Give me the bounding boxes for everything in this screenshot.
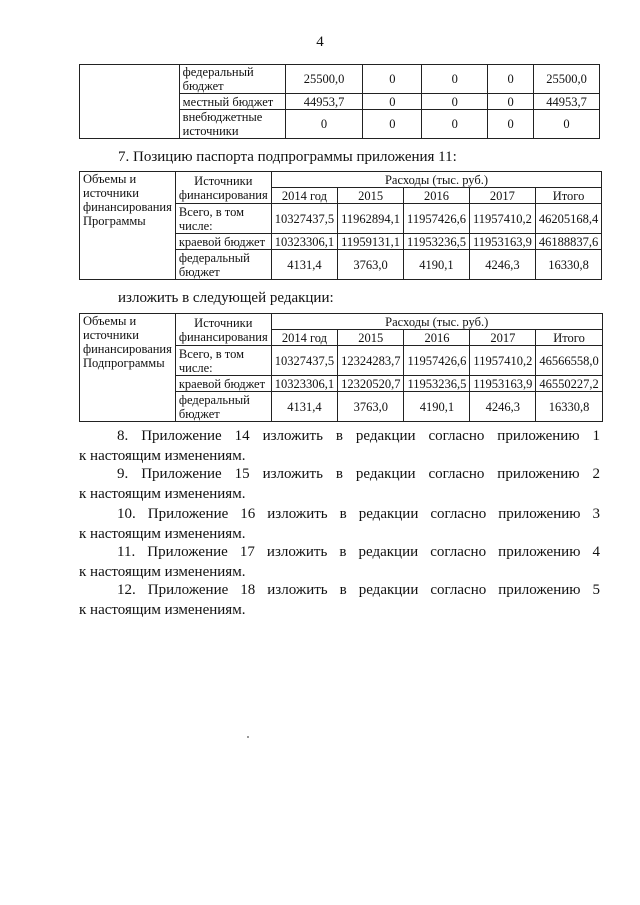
- list-item: [79, 464, 600, 504]
- year-header: 2016: [404, 330, 470, 346]
- row-label: федеральный бюджет: [175, 392, 271, 422]
- list-item: [79, 504, 600, 544]
- cell-value: 4190,1: [404, 392, 470, 422]
- cell-value: 10323306,1: [271, 234, 337, 250]
- source-header: Источники финансирования: [175, 172, 271, 204]
- cell-value: 46205168,4: [535, 204, 601, 234]
- cell-value: 4190,1: [404, 250, 470, 280]
- cell-value: 11953236,5: [404, 376, 470, 392]
- table-row: [80, 314, 603, 330]
- cell-value: 0: [363, 94, 422, 110]
- cell-value: 0: [422, 94, 488, 110]
- cell-value: 3763,0: [338, 392, 404, 422]
- item-line: к настоящим изменениям.: [79, 602, 246, 618]
- year-header: 2015: [338, 188, 404, 204]
- list-item: [79, 426, 600, 466]
- cell-value: 0: [422, 65, 488, 94]
- row-label: краевой бюджет: [175, 376, 271, 392]
- item-line: 10. Приложение 16 изложить в редакции согласно приложению 3: [117, 506, 600, 522]
- cell-value: 10327437,5: [271, 346, 337, 376]
- cell-value: 0: [285, 110, 363, 139]
- cell-value: 10323306,1: [271, 376, 337, 392]
- cell-value: 10327437,5: [271, 204, 337, 234]
- cell-value: 11953236,5: [404, 234, 470, 250]
- financing-table-old: [79, 171, 602, 280]
- cell-value: 0: [422, 110, 488, 139]
- cell-value: 11957426,6: [404, 346, 470, 376]
- cell-value: 12320520,7: [338, 376, 404, 392]
- row-label: федеральный бюджет: [179, 65, 285, 94]
- cell-value: 46566558,0: [536, 346, 602, 376]
- item-line: 9. Приложение 15 изложить в редакции согласно приложению 2: [117, 466, 600, 482]
- year-header: Итого: [535, 188, 601, 204]
- list-item: [79, 542, 600, 582]
- cell-value: 0: [488, 65, 534, 94]
- replace-phrase: изложить в следующей редакции:: [118, 290, 334, 306]
- title-cell: Объемы и источники финансирования Программы: [80, 172, 176, 280]
- year-header: 2014 год: [271, 188, 337, 204]
- empty-cell: [80, 65, 180, 139]
- source-header: Источники финансирования: [175, 314, 271, 346]
- cell-value: 11957410,2: [469, 204, 535, 234]
- item-line: 11. Приложение 17 изложить в редакции согласно приложению 4: [117, 544, 600, 560]
- cell-value: 11959131,1: [338, 234, 404, 250]
- cell-value: 46188837,6: [535, 234, 601, 250]
- cell-value: 0: [363, 110, 422, 139]
- page-number: 4: [316, 34, 324, 50]
- title-cell: Объемы и источники финансирования Подпрограммы: [80, 314, 176, 422]
- cell-value: 4131,4: [271, 392, 337, 422]
- cell-value: 16330,8: [535, 250, 601, 280]
- cell-value: 11953163,9: [470, 376, 536, 392]
- cell-value: 11953163,9: [469, 234, 535, 250]
- item-line: к настоящим изменениям.: [79, 526, 246, 542]
- row-label: Всего, в том числе:: [175, 346, 271, 376]
- cell-value: 11957410,2: [470, 346, 536, 376]
- scan-speck: [247, 736, 249, 738]
- cell-value: 16330,8: [536, 392, 602, 422]
- cell-value: 4246,3: [470, 392, 536, 422]
- cell-value: 12324283,7: [338, 346, 404, 376]
- section-heading: 7. Позицию паспорта подпрограммы приложения 11:: [118, 149, 457, 165]
- item-line: 12. Приложение 18 изложить в редакции согласно приложению 5: [117, 582, 600, 598]
- year-header: 2017: [469, 188, 535, 204]
- row-label: краевой бюджет: [175, 234, 271, 250]
- table-row: [80, 172, 602, 188]
- cell-value: 3763,0: [338, 250, 404, 280]
- financing-table-new: [79, 313, 603, 422]
- item-line: к настоящим изменениям.: [79, 564, 246, 580]
- cell-value: 11962894,1: [338, 204, 404, 234]
- cell-value: 0: [363, 65, 422, 94]
- row-label: местный бюджет: [179, 94, 285, 110]
- table-row: [80, 65, 600, 94]
- year-header: 2016: [404, 188, 470, 204]
- cell-value: 25500,0: [285, 65, 363, 94]
- cell-value: 4131,4: [271, 250, 337, 280]
- year-header: 2015: [338, 330, 404, 346]
- cell-value: 44953,7: [285, 94, 363, 110]
- item-line: к настоящим изменениям.: [79, 486, 246, 502]
- year-header: 2017: [470, 330, 536, 346]
- cell-value: 4246,3: [469, 250, 535, 280]
- continuation-table: [79, 64, 600, 139]
- expenses-header: Расходы (тыс. руб.): [271, 314, 602, 330]
- year-header: 2014 год: [271, 330, 337, 346]
- cell-value: 0: [488, 94, 534, 110]
- year-header: Итого: [536, 330, 602, 346]
- expenses-header: Расходы (тыс. руб.): [271, 172, 602, 188]
- cell-value: 46550227,2: [536, 376, 602, 392]
- cell-value: 11957426,6: [404, 204, 470, 234]
- list-item: [79, 580, 600, 620]
- row-label: федеральный бюджет: [175, 250, 271, 280]
- cell-value: 25500,0: [534, 65, 600, 94]
- cell-value: 0: [488, 110, 534, 139]
- row-label: Всего, в том числе:: [175, 204, 271, 234]
- cell-value: 0: [534, 110, 600, 139]
- item-line: 8. Приложение 14 изложить в редакции согласно приложению 1: [117, 428, 600, 444]
- row-label: внебюджетные источники: [179, 110, 285, 139]
- cell-value: 44953,7: [534, 94, 600, 110]
- item-line: к настоящим изменениям.: [79, 448, 246, 464]
